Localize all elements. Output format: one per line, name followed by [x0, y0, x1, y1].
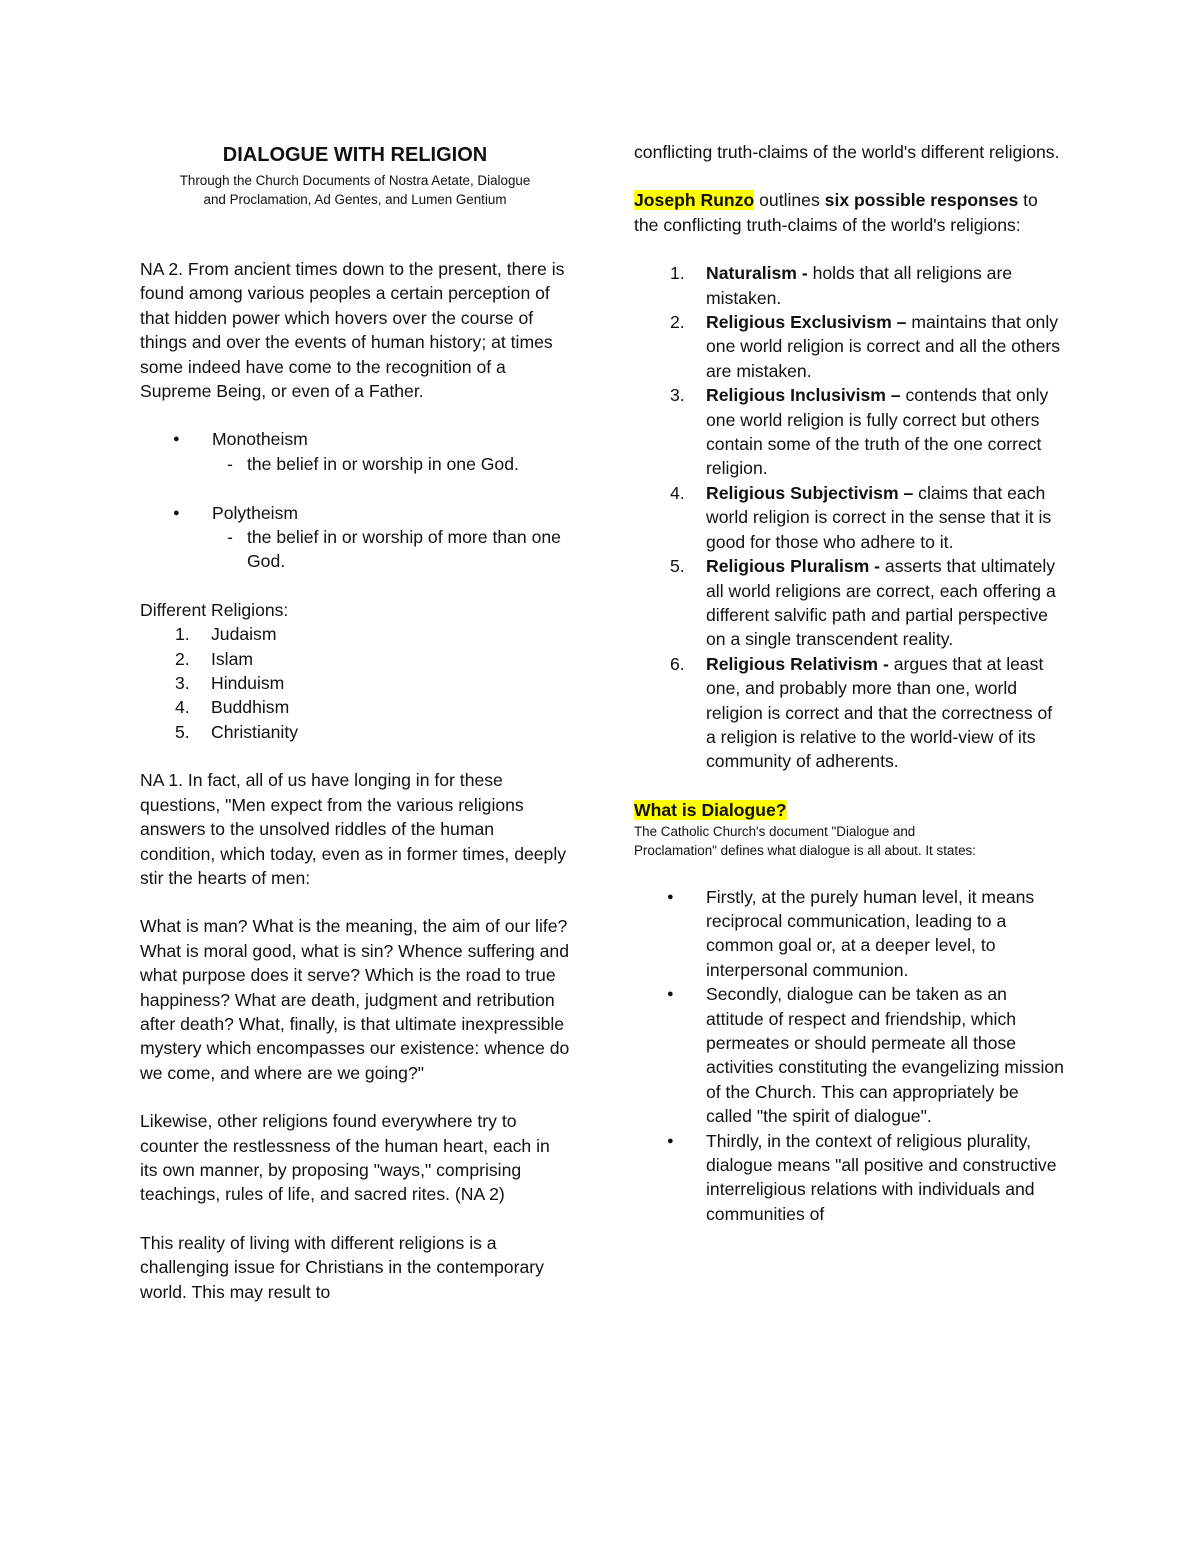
responses-list	[634, 261, 1064, 774]
left-column	[140, 140, 570, 1304]
belief-term: Monotheism	[212, 429, 308, 450]
response-text: holds that all religions are mistaken.	[706, 263, 1013, 308]
response-text: asserts that ultimately all world religions are correct, each offering a different salvific path and partial perspective on a single transcendent reality.	[706, 556, 1056, 650]
belief-definition: - the belief in or worship in one God.	[140, 452, 570, 476]
response-item-relativism	[634, 652, 1064, 774]
dialogue-intro-line-1: The Catholic Church's document "Dialogue and	[634, 824, 916, 840]
right-column	[634, 140, 1064, 1226]
belief-term: Polytheism	[212, 502, 299, 523]
religion-name: Buddhism	[211, 697, 290, 718]
response-item-naturalism	[634, 261, 1064, 310]
response-item-pluralism	[634, 554, 1064, 652]
likewise-paragraph: Likewise, other religions found everywhere try to counter the restlessness of the human heart, each in its own manner, by proposing "ways," comprising teachings, rules of life, and sacred rites. (NA 2)	[140, 1111, 550, 1205]
list-number: 5.	[670, 556, 685, 577]
response-term: Religious Inclusivism –	[706, 385, 901, 406]
dialogue-intro-line-2: Proclamation" defines what dialogue is all about. It states:	[634, 843, 976, 859]
runzo-name-highlight: Joseph Runzo	[634, 190, 755, 211]
dialogue-point: ● Secondly, dialogue can be taken as an attitude of respect and friendship, which permeates or should permeate all those activities constituting the evangelizing mission of the Church. This can appropriately be called "the spirit of dialogue".	[634, 982, 1064, 1128]
document-subtitle-line-1: Through the Church Documents of Nostra Aetate, Dialogue	[179, 173, 531, 188]
response-term: Religious Exclusivism –	[706, 312, 907, 333]
response-text: contends that only one world religion is fully correct but others contain some of the truth of the one correct religion.	[706, 385, 1049, 479]
response-term: Religious Subjectivism –	[706, 482, 914, 503]
religion-name: Christianity	[211, 721, 299, 742]
list-number: 5.	[175, 721, 190, 742]
runzo-bold-text: six possible responses	[824, 190, 1019, 211]
na2-paragraph: NA 2. From ancient times down to the present, there is found among various peoples a certain perception of that hidden power which hovers over the course of things and over the events of human history; at times some indeed have come to the recognition of a Supreme Being, or even of a Father.	[140, 259, 565, 402]
belief-list	[140, 427, 570, 573]
list-number: 4.	[670, 482, 685, 503]
list-number: 4.	[175, 697, 190, 718]
na1-paragraph: NA 1. In fact, all of us have longing in for these questions, "Men expect from the various religions answers to the unsolved riddles of the human condition, which today, even as in former times, deeply stir the hearts of men:	[140, 770, 567, 888]
religions-list	[140, 622, 570, 744]
list-number: 1.	[670, 263, 685, 284]
religions-heading: Different Religions:	[140, 599, 289, 620]
reality-paragraph: This reality of living with different religions is a challenging issue for Christians in the contemporary world. This may result to	[140, 1232, 544, 1302]
dialogue-point: ● Thirdly, in the context of religious plurality, dialogue means "all positive and constructive interreligious relations with individuals and communities of	[634, 1129, 1064, 1227]
religion-name: Hinduism	[211, 673, 285, 694]
religion-name: Islam	[211, 648, 254, 669]
list-item	[140, 647, 570, 671]
response-item-exclusivism	[634, 310, 1064, 383]
response-item-subjectivism	[634, 481, 1064, 554]
belief-item-polytheism	[140, 501, 570, 574]
list-item	[140, 671, 570, 695]
response-text: claims that each world religion is correct in the sense that it is good for those who adhere to it.	[706, 482, 1052, 552]
response-item-inclusivism	[634, 383, 1064, 481]
runzo-text: outlines	[754, 190, 825, 211]
continuation-paragraph: conflicting truth-claims of the world's different religions.	[634, 142, 1060, 162]
belief-item-monotheism	[140, 427, 570, 476]
list-number: 1.	[175, 624, 190, 645]
response-term: Religious Pluralism -	[706, 556, 881, 577]
religion-name: Judaism	[211, 624, 277, 645]
dialogue-heading-line	[634, 798, 1064, 822]
document-title: DIALOGUE WITH RELIGION	[222, 144, 488, 166]
dialogue-points-list	[634, 885, 1064, 1227]
list-item	[140, 622, 570, 646]
response-term: Religious Relativism -	[706, 653, 889, 674]
list-item	[140, 695, 570, 719]
dialogue-heading: What is Dialogue?	[634, 799, 787, 820]
list-number: 3.	[175, 673, 190, 694]
response-text: argues that at least one, and probably more than one, world religion is correct and that the correctness of a religion is relative to the world-view of its community of adherents.	[706, 653, 1053, 772]
runzo-paragraph	[634, 188, 1064, 237]
response-term: Naturalism -	[706, 263, 808, 284]
list-number: 6.	[670, 653, 685, 674]
belief-definition: - the belief in or worship of more than one God.	[140, 525, 570, 574]
list-number: 2.	[670, 312, 685, 333]
questions-paragraph: What is man? What is the meaning, the aim of our life? What is moral good, what is sin? Whence suffering and what purpose does it serve? Which is the road to true happiness? What are death, judgment and retribution after death? What, finally, is that ultimate inexpressible mystery which encompasses our existence: whence do we come, and where are we going?"	[140, 916, 570, 1083]
list-item	[140, 720, 570, 744]
response-text: maintains that only one world religion is correct and all the others are mistaken.	[706, 312, 1061, 381]
runzo-text-end: to the conflicting truth-claims of the world's religions:	[634, 190, 1038, 235]
list-number: 3.	[670, 385, 685, 406]
dialogue-point: ● Firstly, at the purely human level, it means reciprocal communication, leading to a common goal or, at a deeper level, to interpersonal communion.	[634, 885, 1064, 983]
document-subtitle-line-2: and Proclamation, Ad Gentes, and Lumen Gentium	[203, 192, 507, 207]
list-number: 2.	[175, 648, 190, 669]
